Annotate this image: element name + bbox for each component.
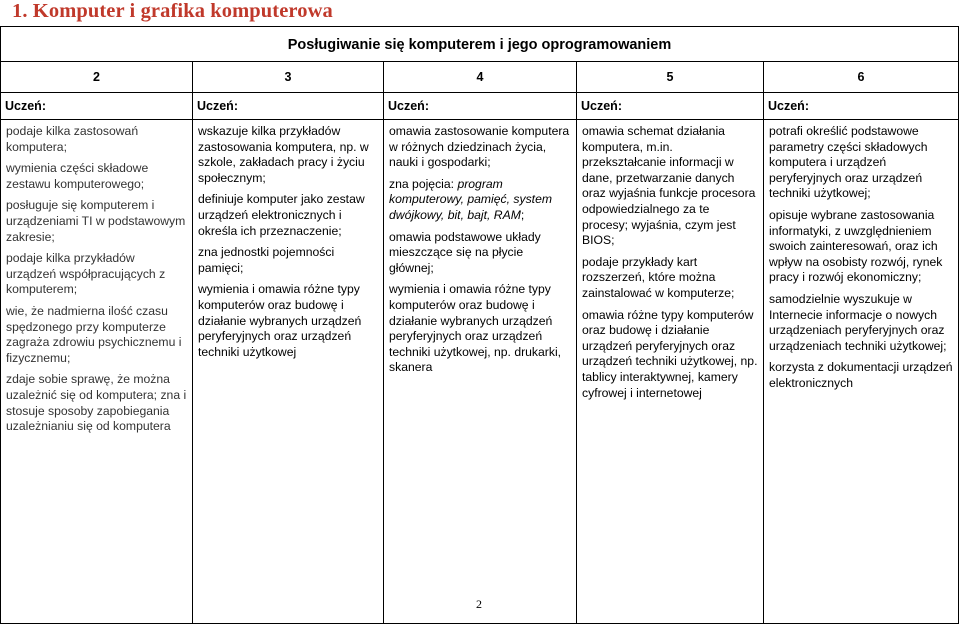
student-label: Uczeń: (764, 93, 959, 120)
grade-6-column (764, 120, 959, 624)
table-header-row (1, 27, 959, 62)
student-label: Uczeń: (384, 93, 577, 120)
grade-cell: 5 (577, 62, 764, 93)
grade-cell: 3 (193, 62, 384, 93)
grade-3-column (193, 120, 384, 624)
student-label: Uczeń: (1, 93, 193, 120)
requirement-item: podaje kilka zastosowań komputera; (6, 124, 139, 154)
table-header: Posługiwanie się komputerem i jego oprogramowaniem (1, 27, 959, 62)
requirement-item: zna jednostki pojemności pamięci; (198, 245, 335, 275)
requirement-item: podaje przykłady kart rozszerzeń, które można zainstalować w komputerze; (582, 254, 735, 300)
requirement-item: posługuje się komputerem i urządzeniami TI w podstawowym zakresie; (6, 198, 186, 244)
page-number: 2 (476, 597, 482, 611)
requirement-item: samodzielnie wyszukuje w Internecie informacje o nowych urządzeniach peryferyjnych oraz urządzeniach techniki użytkowej; (769, 291, 947, 353)
requirement-item: omawia schemat działania komputera, m.in. przekształcanie informacji w dane, przetwarzanie danych oraz wyjaśnia funkcje procesora odpowiedzialnego za te procesy; wyjaśnia, czym jest BIOS; (582, 124, 756, 248)
requirement-item: zdaje sobie sprawę, że można uzależnić się od komputera; zna i stosuje sposoby zapobiegania uzależnianiu się od komputera (6, 372, 187, 434)
grade-cell: 2 (1, 62, 193, 93)
requirement-item: omawia zastosowanie komputera w różnych dziedzinach życia, nauki i gospodarki; (389, 124, 570, 170)
requirement-item: korzysta z dokumentacji urządzeń elektronicznych (769, 360, 953, 390)
requirement-item: wskazuje kilka przykładów zastosowania komputera, np. w szkole, zakładach pracy i życiu społecznym; (198, 124, 369, 185)
requirement-item: wymienia części składowe zestawu komputerowego; (6, 161, 149, 191)
requirement-item: omawia różne typy komputerów oraz budowę i działanie urządzeń peryferyjnych oraz urządzeń techniki użytkowej, np. tablicy interaktywnej, kamery cyfrowej i internetowej (582, 307, 758, 400)
grade-row (1, 62, 959, 93)
requirements-table (0, 26, 959, 624)
term-list: program komputerowy, pamięć, system dwójkowy, bit, bajt, RAM (389, 176, 553, 222)
requirement-item: opisuje wybrane zastosowania informatyki, z uwzględnieniem swoich zainteresowań, oraz ich wpływ na osobisty rozwój, rynek pracy i rozwój ekonomiczny; (769, 207, 943, 285)
grade-5-column (577, 120, 764, 624)
requirement-item: wymienia i omawia różne typy komputerów oraz budowę i działanie wybranych urządzeń peryferyjnych oraz urządzeń techniki użytkowej (198, 282, 362, 359)
page-title: 1. Komputer i grafika komputerowa (12, 0, 333, 22)
content-row (1, 120, 959, 624)
student-label: Uczeń: (577, 93, 764, 120)
grade-cell: 4 (384, 62, 577, 93)
student-label: Uczeń: (193, 93, 384, 120)
requirement-item: wie, że nadmierna ilość czasu spędzonego przy komputerze zagraża zdrowiu psychicznemu i fizycznemu; (6, 303, 182, 365)
grade-2-column (1, 120, 193, 624)
grade-4-column (384, 120, 577, 624)
student-label-row (1, 93, 959, 120)
requirement-item: wymienia i omawia różne typy komputerów oraz budowę i działanie wybranych urządzeń peryferyjnych oraz urządzeń techniki użytkowej, np. drukarki, skanera (389, 282, 562, 375)
requirement-item: zna pojęcia: program komputerowy, pamięć, system dwójkowy, bit, bajt, RAM; (389, 176, 553, 222)
grade-cell: 6 (764, 62, 959, 93)
requirement-item: omawia podstawowe układy mieszczące się na płycie głównej; (389, 229, 541, 275)
requirement-item: potrafi określić podstawowe parametry części składowych komputera i urządzeń peryferyjnych oraz urządzeń techniki użytkowej; (769, 124, 928, 201)
requirement-item: definiuje komputer jako zestaw urządzeń elektronicznych i określa ich przeznaczenie; (198, 192, 365, 238)
requirement-item: podaje kilka przykładów urządzeń współpracujących z komputerem; (6, 251, 166, 297)
